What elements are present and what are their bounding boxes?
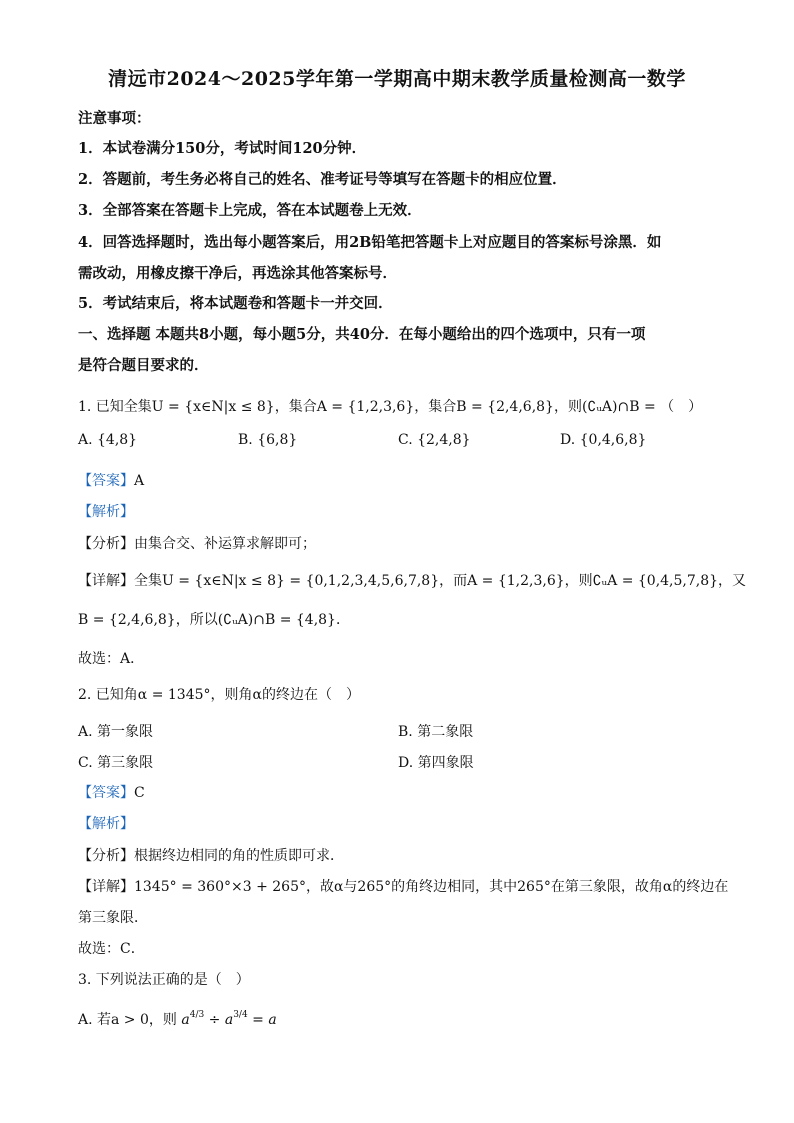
q2-conclusion: 故选：C． <box>78 941 145 957</box>
question-3-stem: 3. 下列说法正确的是（ ） <box>78 972 250 988</box>
question-2-stem: 2. 已知角α = 1345°，则角α的终边在（ ） <box>78 687 360 703</box>
q2-detail-line <box>78 876 728 896</box>
q1-detail-2: B = {2,4,6,8}，所以(∁ᵤA)∩B = {4,8}． <box>78 612 350 628</box>
q2-answer: C <box>134 785 145 801</box>
q3-exponent-2: 3/4 <box>233 1010 248 1020</box>
section-heading-cont: 是符合题目要求的． <box>78 357 209 374</box>
page-title: 清远市2024～2025学年第一学期高中期末教学质量检测高一数学 <box>108 68 686 90</box>
notice-item: 5．考试结束后，将本试题卷和答题卡一并交回． <box>78 295 393 312</box>
q3-base-1: a <box>181 1012 190 1028</box>
q1-option-a: A. {4,8} <box>78 432 138 448</box>
q2-option-b: B. 第二象限 <box>398 724 474 740</box>
q2-fenxi: 根据终边相同的角的性质即可求． <box>134 848 344 864</box>
q1-option-d: D. {0,4,6,8} <box>560 432 647 448</box>
q1-option-b: B. {6,8} <box>238 432 298 448</box>
q3-option-a <box>78 1009 277 1029</box>
q3-operator: ÷ <box>208 1012 221 1028</box>
q2-option-c: C. 第三象限 <box>78 755 154 771</box>
q2-detail-2: 第三象限． <box>78 910 148 926</box>
notice-heading: 注意事项： <box>78 110 151 127</box>
fenxi-tag: 【分析】 <box>78 848 134 864</box>
q2-option-a: A. 第一象限 <box>78 724 154 740</box>
notice-item: 2．答题前，考生务必将自己的姓名、准考证号等填写在答题卡的相应位置． <box>78 171 567 188</box>
analysis-tag: 【解析】 <box>78 504 134 520</box>
notice-item: 需改动，用橡皮擦干净后，再选涂其他答案标号． <box>78 265 397 282</box>
q2-option-d: D. 第四象限 <box>398 755 474 771</box>
q1-answer-line <box>78 470 144 490</box>
q1-conclusion: 故选：A． <box>78 651 145 667</box>
section-heading: 一、选择题 本题共8小题，每小题5分，共40分．在每小题给出的四个选项中，只有一项 <box>78 326 646 343</box>
notice-item: 3．全部答案在答题卡上完成，答在本试题卷上无效． <box>78 202 422 219</box>
question-1-stem: 1. 已知全集U = {x∈N|x ≤ 8}，集合A = {1,2,3,6}，集合B = {2,4,6,8}，则(∁ᵤA)∩B = （ ） <box>78 399 703 415</box>
q3-base-2: a <box>224 1012 234 1028</box>
q1-option-c: C. {2,4,8} <box>398 432 471 448</box>
q2-answer-line <box>78 782 145 802</box>
q2-fenxi-line <box>78 845 344 865</box>
q1-answer: A <box>134 473 145 489</box>
q1-fenxi: 由集合交、补运算求解即可； <box>134 536 316 552</box>
detail-tag: 【详解】 <box>78 573 134 589</box>
q1-fenxi-line <box>78 533 316 553</box>
notice-item: 1．本试卷满分150分，考试时间120分钟． <box>78 140 367 157</box>
q2-analysis-tag <box>78 813 134 833</box>
q2-detail-1: 1345° = 360°×3 + 265°，故α与265°的角终边相同，其中265°在第三象限，故角α的终边在 <box>134 879 729 895</box>
fenxi-tag: 【分析】 <box>78 536 134 552</box>
notice-item: 4．回答选择题时，选出每小题答案后，用2B铅笔把答题卡上对应题目的答案标号涂黑．如 <box>78 234 662 251</box>
q3-result: = a <box>252 1012 277 1028</box>
answer-tag: 【答案】 <box>78 473 134 489</box>
analysis-tag: 【解析】 <box>78 816 134 832</box>
q3-option-a-prefix: A. 若a > 0，则 <box>78 1012 177 1028</box>
q1-analysis-tag <box>78 501 134 521</box>
q1-detail-line <box>78 570 746 590</box>
answer-tag: 【答案】 <box>78 785 134 801</box>
q3-exponent-1: 4/3 <box>189 1010 205 1020</box>
detail-tag: 【详解】 <box>78 879 134 895</box>
q1-detail-1: 全集U = {x∈N|x ≤ 8} = {0,1,2,3,4,5,6,7,8}，而A = {1,2,3,6}，则∁ᵤA = {0,4,5,7,8}，又 <box>134 573 747 589</box>
